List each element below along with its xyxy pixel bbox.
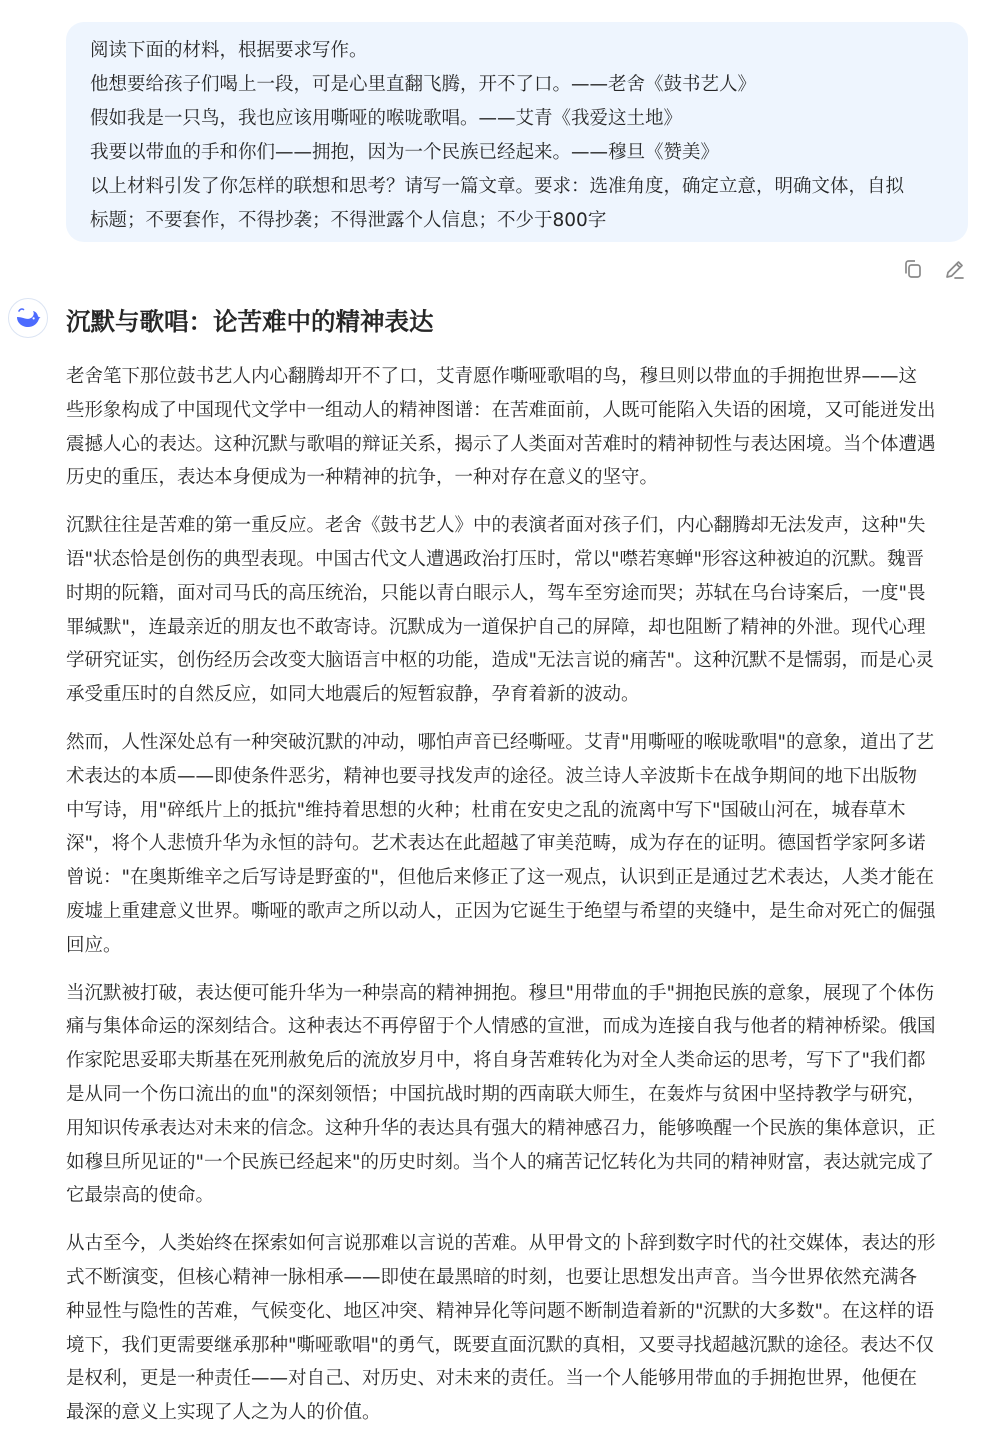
paragraph-line: 废墟上重建意义世界。嘶哑的歌声之所以动人，正因为它诞生于绝望与希望的夹缝中，是生命对死亡的倔强	[66, 900, 936, 922]
assistant-answer	[66, 300, 968, 1430]
paragraph-line: 震撼人心的表达。这种沉默与歌唱的辩证关系，揭示了人类面对苦难时的精神韧性与表达困境。当个体遭遇	[66, 433, 936, 455]
paragraph-line: 最深的意义上实现了人之为人的价值。	[66, 1402, 381, 1424]
paragraph-line: 曾说："在奥斯维辛之后写诗是野蛮的"，但他后来修正了这一观点，认识到正是通过艺术表达，人类才能在	[66, 867, 935, 889]
paragraph-line: 它最崇高的使命。	[66, 1185, 215, 1207]
paragraph-line: 种显性与隐性的苦难，气候变化、地区冲突、精神异化等问题不断制造着新的"沉默的大多数"。在这样的语	[66, 1300, 935, 1322]
user-message-bubble	[66, 22, 968, 242]
edit-button[interactable]	[942, 257, 968, 283]
user-message-line: 我要以带血的手和你们——拥抱，因为一个民族已经起来。——穆旦《赞美》	[90, 142, 720, 163]
paragraph-line: 历史的重压，表达本身便成为一种精神的抗争，一种对存在意义的坚守。	[66, 467, 659, 489]
edit-pencil-icon	[942, 257, 968, 283]
paragraph-line: 承受重压时的自然反应，如同大地震后的短暂寂静，孕育着新的波动。	[66, 684, 640, 706]
assistant-avatar	[8, 298, 48, 338]
paragraph-line: 当沉默被打破，表达便可能升华为一种崇高的精神拥抱。穆旦"用带血的手"拥抱民族的意象，展现了个体伤	[66, 982, 935, 1004]
paragraph-line: 深"，将个人悲愤升华为永恒的詩句。艺术表达在此超越了审美范畴，成为存在的证明。德国哲学家阿多诺	[66, 833, 926, 855]
answer-paragraph-3	[66, 726, 968, 963]
paragraph-line: 老舍笔下那位鼓书艺人内心翻腾却开不了口，艾青愿作嘶哑歌唱的鸟，穆旦则以带血的手拥抱世界——这	[66, 366, 918, 387]
paragraph-line: 如穆旦所见证的"一个民族已经起来"的历史时刻。当个人的痛苦记忆转化为共同的精神财富，表达就完成了	[66, 1151, 935, 1173]
answer-paragraph-4	[66, 977, 968, 1214]
paragraph-line: 式不断演变，但核心精神一脉相承——即使在最黑暗的时刻，也要让思想发出声音。当今世界依然充满各	[66, 1266, 918, 1288]
user-message-line: 标题；不要套作，不得抄袭；不得泄露个人信息；不少于800字	[90, 210, 607, 231]
paragraph-line: 术表达的本质——即使条件恶劣，精神也要寻找发声的途径。波兰诗人辛波斯卡在战争期间的地下出版物	[66, 765, 918, 787]
whale-logo-icon	[15, 306, 41, 330]
answer-paragraph-2	[66, 509, 968, 712]
copy-button[interactable]	[900, 257, 926, 283]
paragraph-line: 是从同一个伤口流出的血"的深刻领悟；中国抗战时期的西南联大师生，在轰炸与贫困中坚持教学与研究，	[66, 1083, 926, 1105]
paragraph-line: 回应。	[66, 934, 122, 956]
user-message-line: 假如我是一只鸟，我也应该用嘶哑的喉咙歌唱。——艾青《我爱这土地》	[90, 108, 683, 129]
paragraph-line: 是权利，更是一种责任——对自己、对历史、对未来的责任。当一个人能够用带血的手拥抱世界，他便在	[66, 1368, 918, 1390]
answer-paragraph-1	[66, 360, 968, 495]
paragraph-line: 从古至今，人类始终在探索如何言说那难以言说的苦难。从甲骨文的卜辞到数字时代的社交媒体，表达的形	[66, 1233, 936, 1255]
paragraph-line: 些形象构成了中国现代文学中一组动人的精神图谱：在苦难面前，人既可能陷入失语的困境，又可能迸发出	[66, 399, 936, 421]
paragraph-line: 语"状态恰是创伤的典型表现。中国古代文人遭遇政治打压时，常以"噤若寒蝉"形容这种被迫的沉默。魏晋	[66, 548, 925, 570]
paragraph-line: 中写诗，用"碎纸片上的抵抗"维持着思想的火种；杜甫在安史之乱的流离中写下"国破山河在，城春草木	[66, 799, 906, 821]
user-message-line: 他想要给孩子们喝上一段，可是心里直翻飞腾，开不了口。——老舍《鼓书艺人》	[90, 74, 757, 95]
paragraph-line: 学研究证实，创伤经历会改变大脑语言中枢的功能，造成"无法言说的痛苦"。这种沉默不是懦弱，而是心灵	[66, 650, 935, 672]
paragraph-line: 然而，人性深处总有一种突破沉默的冲动，哪怕声音已经嘶哑。艾青"用嘶哑的喉咙歌唱"的意象，道出了艺	[66, 731, 935, 753]
paragraph-line: 用知识传承表达对未来的信念。这种升华的表达具有强大的精神感召力，能够唤醒一个民族的集体意识，正	[66, 1117, 936, 1139]
answer-paragraph-5	[66, 1227, 968, 1430]
paragraph-line: 作家陀思妥耶夫斯基在死刑赦免后的流放岁月中，将自身苦难转化为对全人类命运的思考，写下了"我们都	[66, 1050, 926, 1072]
paragraph-line: 痛与集体命运的深刻结合。这种表达不再停留于个人情感的宣泄，而成为连接自我与他者的精神桥梁。俄国	[66, 1016, 936, 1038]
copy-icon	[900, 257, 926, 283]
user-message-line: 以上材料引发了你怎样的联想和思考？请写一篇文章。要求：选准角度，确定立意，明确文体，自拟	[90, 176, 905, 197]
paragraph-line: 罪缄默"，连最亲近的朋友也不敢寄诗。沉默成为一道保护自己的屏障，却也阻断了精神的外泄。现代心理	[66, 616, 926, 638]
paragraph-line: 时期的阮籍，面对司马氏的高压统治，只能以青白眼示人，驾车至穷途而哭；苏轼在乌台诗案后，一度"畏	[66, 582, 926, 604]
paragraph-line: 境下，我们更需要继承那种"嘶哑歌唱"的勇气，既要直面沉默的真相，又要寻找超越沉默的途径。表达不仅	[66, 1334, 935, 1356]
answer-title: 沉默与歌唱：论苦难中的精神表达	[66, 307, 434, 336]
message-actions	[900, 257, 970, 283]
paragraph-line: 沉默往往是苦难的第一重反应。老舍《鼓书艺人》中的表演者面对孩子们，内心翻腾却无法发声，这种"失	[66, 515, 926, 537]
user-message-line: 阅读下面的材料，根据要求写作。	[90, 40, 368, 61]
